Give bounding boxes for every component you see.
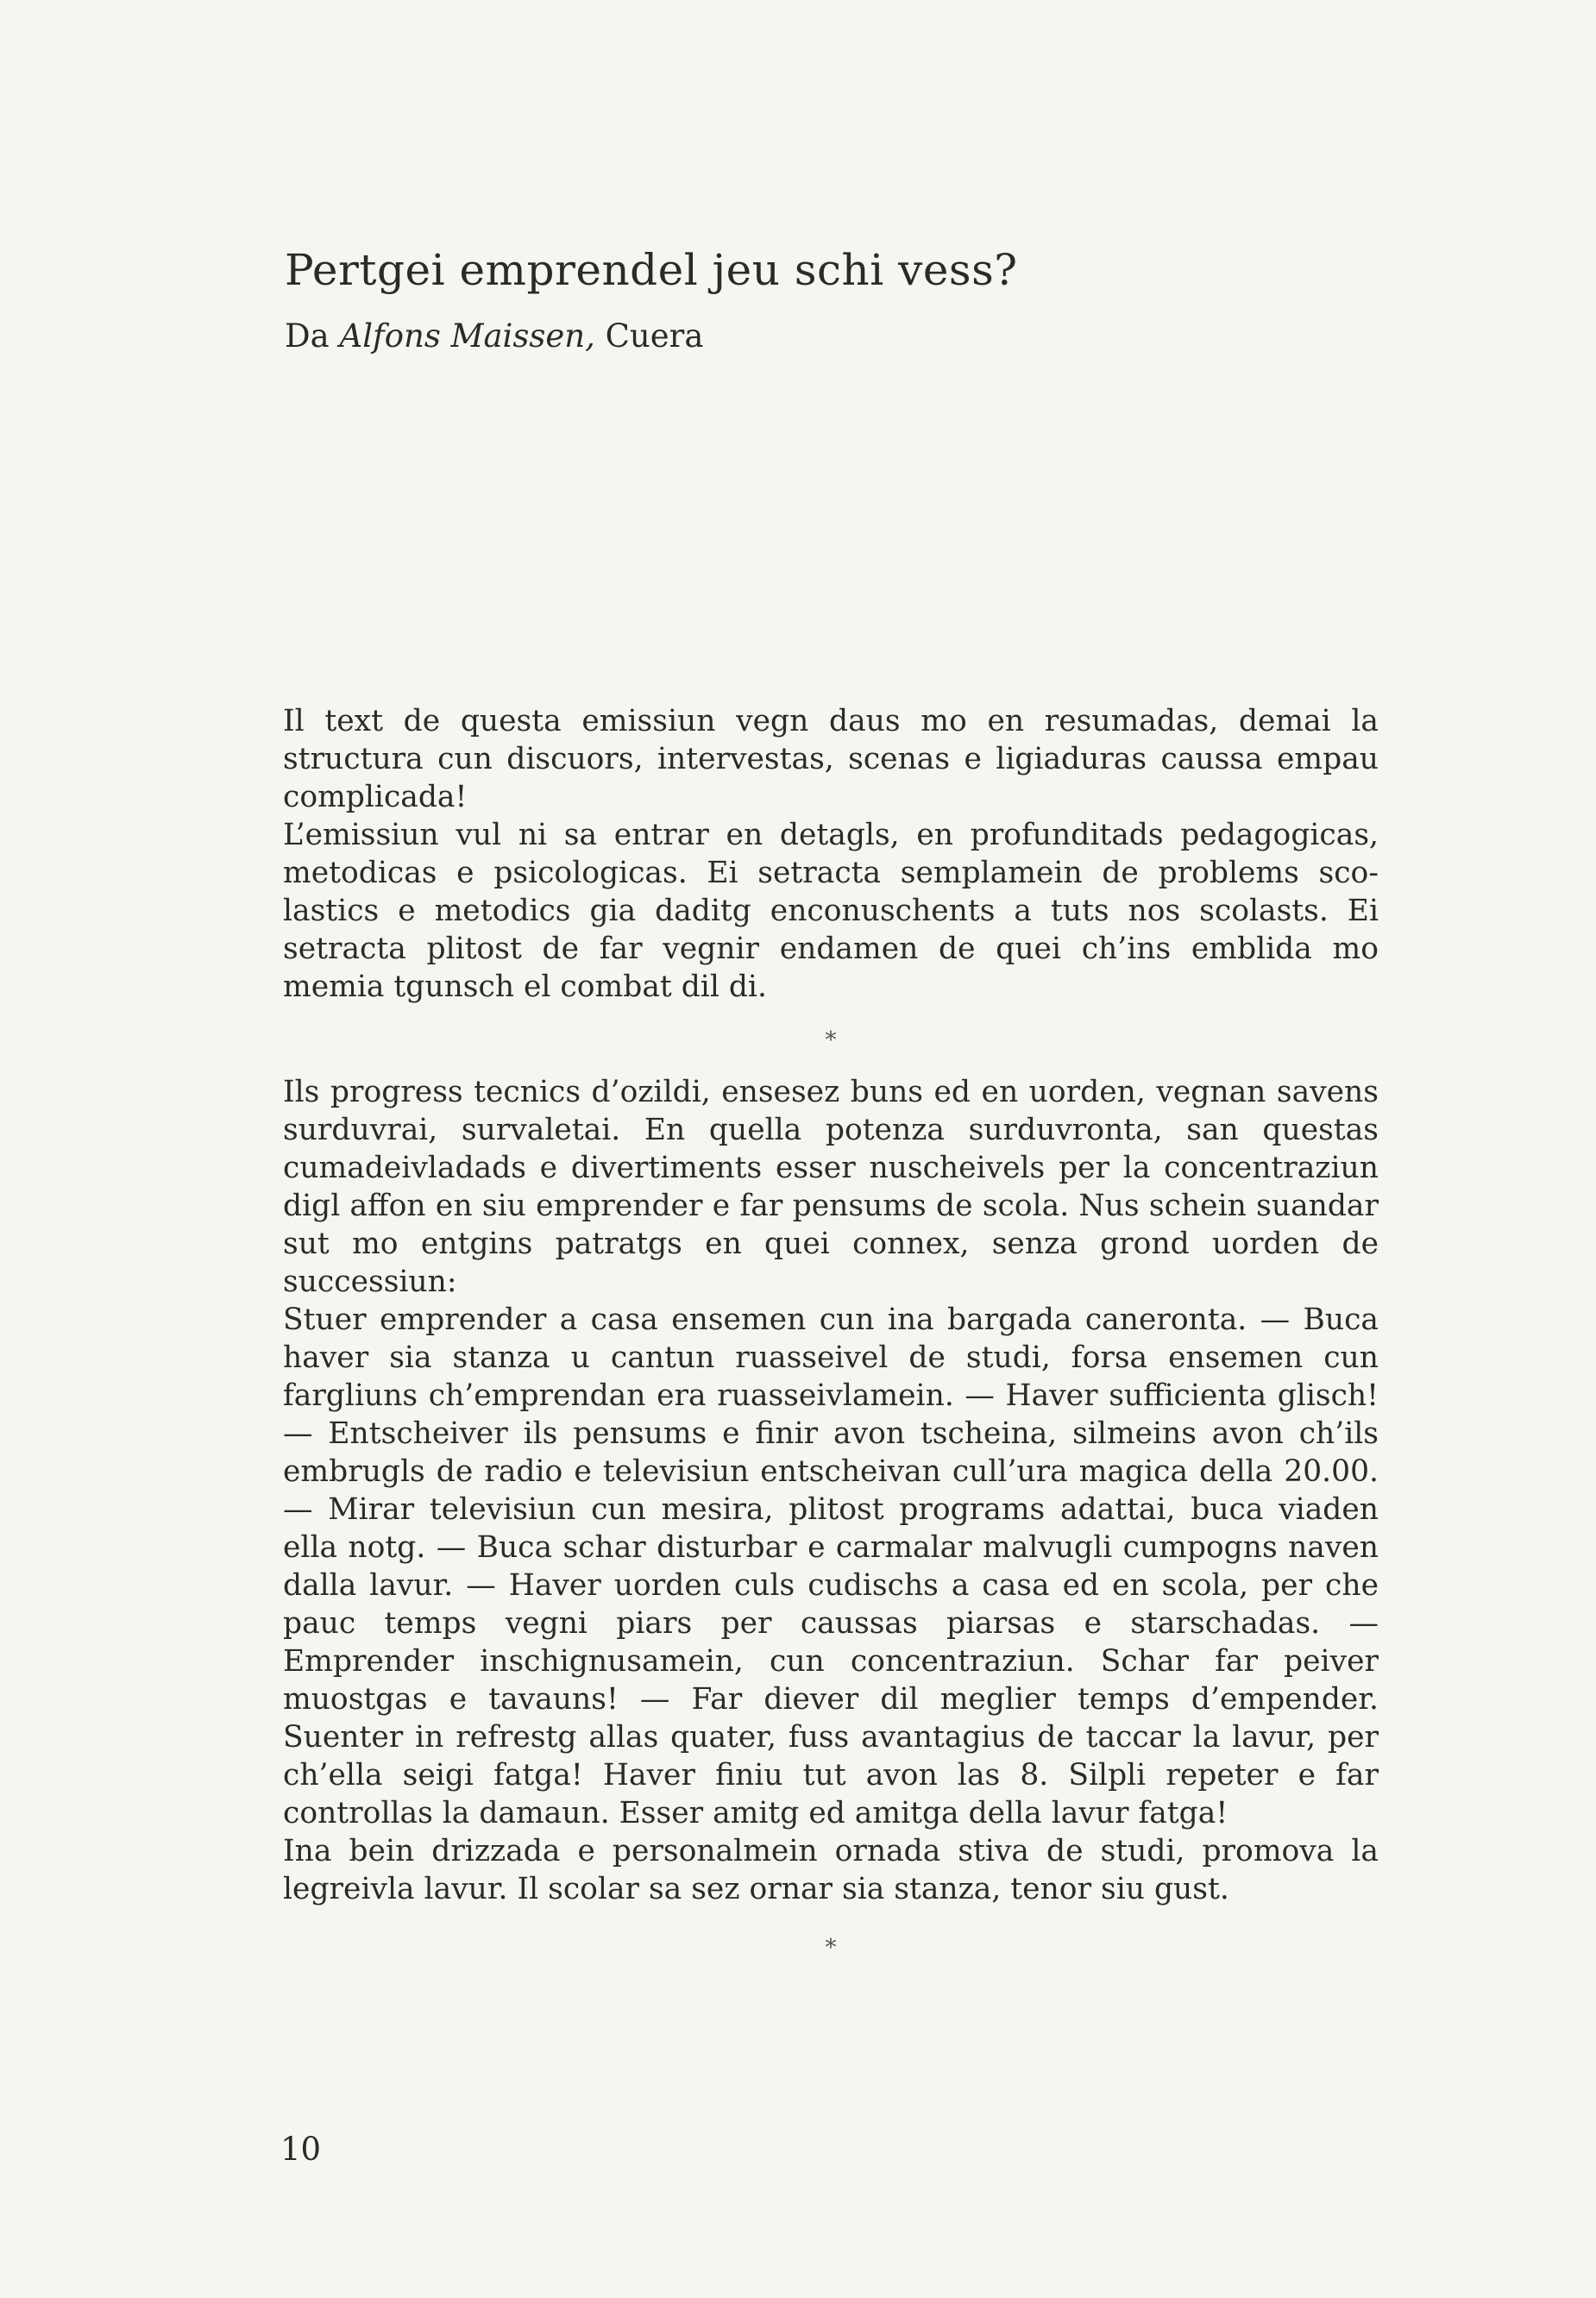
article-body [283, 702, 1379, 1981]
section-separator: * [825, 1027, 837, 1053]
paragraph: Ils progress tecnics d’ozildi, ensesez buns ed en uorden, vegnan savens surduvrai, survaletai. En quella potenza surduvronta, san questas cumadeivladads e divertiments esser nuscheivels per la concentraziun digl affon en siu emprender e far pensums de scola. Nus schein suandar sut mo entgins patratgs en quei connex, senza grond uorden de successiun: [283, 1075, 1379, 1299]
paragraph: L’emissiun vul ni sa entrar en detagls, en profunditads pedagogicas, metodicas e psicologicas. Ei setracta semplamein de problems scolastics e metodics gia daditg enconuschents a tuts nos scolasts. Ei setracta plitost de far vegnir endamen de quei ch’ins emblida mo memia tgunsch el combat dil di. [283, 818, 1379, 1004]
page-number: 10 [280, 2131, 322, 2168]
paragraph: Stuer emprender a casa ensemen cun ina bargada caneronta. — Buca haver sia stanza u cantun ruasseivel de studi, forsa ensemen cun fargliuns ch’emprendan era ruasseivlamein. — Haver sufficienta glisch! — Entscheiver ils pensums e finir avon tscheina, silmeins avon ch’ils embrugls de radio e televisiun entscheivan cull’ura magica della 20.00. — Mirar televisiun cun mesira, plitost programs adattai, buca viaden ella notg. — Buca schar disturbar e carmalar malvugli cumpogns naven dalla lavur. — Haver uorden culs cudischs a casa ed en scola, per che pauc temps vegni piars per caussas piarsas e starschadas. — Emprender inschignusamein, cun concentraziun. Schar far peiver muostgas e tavauns! — Far diever dil meglier temps d’empender. Suenter in refrestg allas quater, fuss avantagius de taccar la lavur, per ch’ella seigi fatga! Haver finiu tut avon las 8. Silpli repeter e far controllas la damaun. Esser amitg ed amitga della lavur fatga! [283, 1303, 1379, 1830]
paragraph: Il text de questa emissiun vegn daus mo en resumadas, demai la structura cun discuors, intervestas, scenas e ligiaduras caussa empau complicada! [283, 704, 1379, 814]
byline-prefix: Da [285, 317, 340, 355]
section-separator: * [825, 1935, 837, 1961]
author-place: Cuera [594, 317, 704, 355]
paragraph: Ina bein drizzada e personalmein ornada stiva de studi, promova la legreivla lavur. Il scolar sa sez ornar sia stanza, tenor siu gust. [283, 1834, 1379, 1906]
article-title: Pertgei emprendel jeu schi vess? [285, 245, 1018, 295]
article-byline [285, 317, 703, 355]
author-name: Alfons Maissen, [339, 317, 595, 355]
